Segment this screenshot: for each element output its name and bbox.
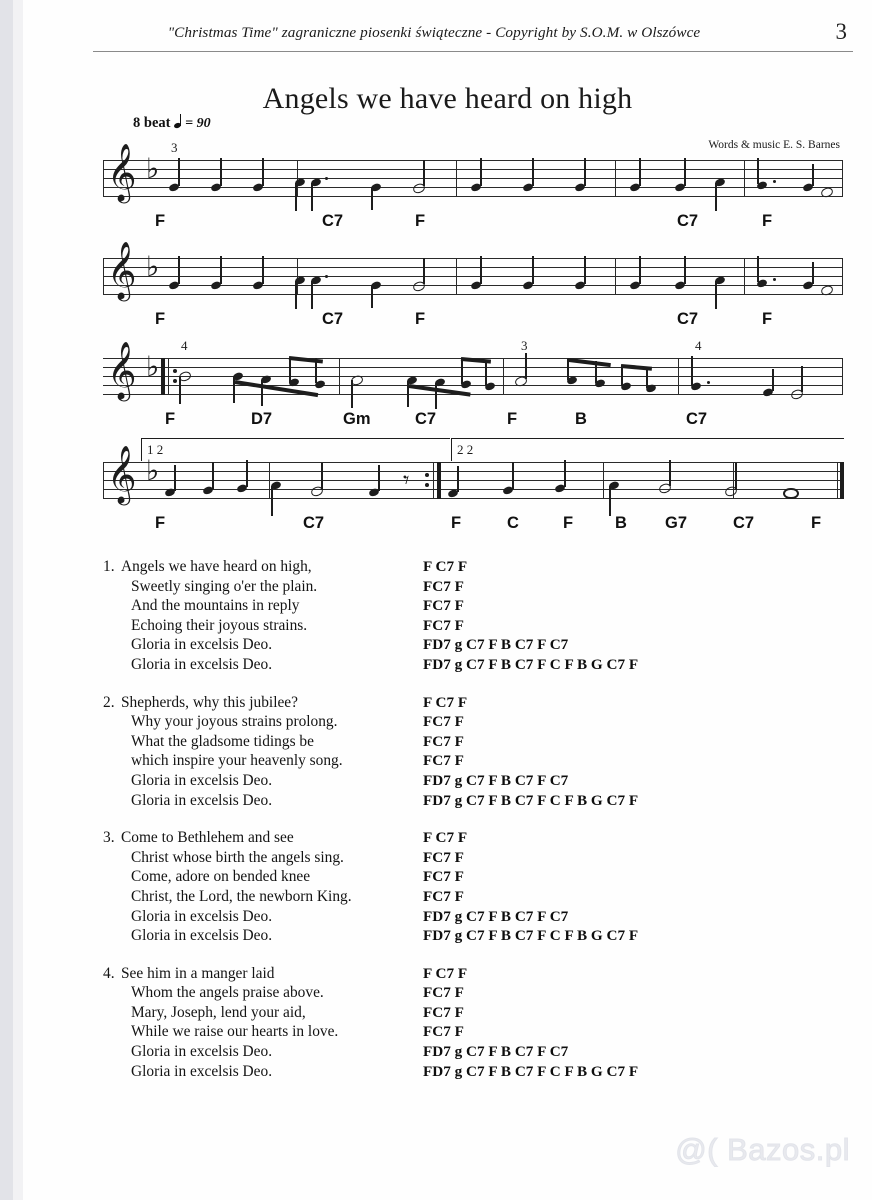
barline: [603, 462, 604, 499]
chord-line: FD7 g C7 F B C7 F C F B G C7 F: [423, 1062, 639, 1080]
scan-edge-left-outer: [0, 0, 13, 1200]
chord-line: FC7 F: [423, 752, 464, 770]
lyric-line: Gloria in excelsis Deo.: [131, 1062, 273, 1080]
chord-symbol: B: [575, 410, 587, 428]
lyric-line: Gloria in excelsis Deo.: [131, 791, 273, 809]
chord-line: FC7 F: [423, 868, 464, 886]
verse-number: 2.: [103, 693, 115, 711]
treble-clef-icon: 𝄞: [107, 445, 137, 503]
chord-symbol: D7: [251, 410, 273, 428]
verse-4: [83, 965, 872, 1083]
barline: [837, 462, 838, 499]
whole-note: [783, 488, 799, 499]
page-header: [93, 19, 853, 58]
lyric-line: Whom the angels praise above.: [131, 984, 324, 1002]
verse-number: 1.: [103, 558, 115, 575]
chord-line: FD7 g C7 F B C7 F C F B G C7 F: [423, 655, 639, 673]
chord-line: F C7 F: [423, 693, 468, 711]
running-title: "Christmas Time" zagraniczne piosenki świąteczne - Copyright by S.O.M. w Olszówce: [167, 24, 701, 41]
lyric-line: Come to Bethlehem and see: [121, 829, 294, 847]
chord-symbol: F: [155, 310, 166, 328]
chord-line: F C7 F: [423, 964, 468, 982]
lyric-line: Christ whose birth the angels sing.: [131, 848, 344, 866]
barline: [744, 160, 745, 197]
chord-line: FC7 F: [423, 1023, 464, 1041]
chord-symbol: C7: [677, 212, 699, 230]
barline: [678, 358, 679, 395]
lyric-line: What the gladsome tidings be: [131, 732, 314, 750]
volta-bracket-2: [451, 438, 844, 461]
lyric-line: Sweetly singing o'er the plain.: [131, 577, 318, 595]
chord-line: FC7 F: [423, 887, 464, 905]
chord-symbol: C7: [322, 310, 344, 328]
chord-line: FD7 g C7 F B C7 F C F B G C7 F: [423, 927, 639, 945]
chord-symbol: C7: [733, 514, 755, 532]
chord-symbol: C7: [677, 310, 699, 328]
lyrics-section: [83, 558, 872, 1100]
chord-symbol: Gm: [343, 410, 371, 428]
chord-line: FD7 g C7 F B C7 F C F B G C7 F: [423, 791, 639, 809]
lyric-line: Christ, the Lord, the newborn King.: [131, 887, 352, 905]
chord-line: FC7 F: [423, 732, 464, 750]
lyric-line: And the mountains in reply: [131, 597, 300, 615]
lyric-line: Gloria in excelsis Deo.: [131, 907, 273, 925]
header-divider: [93, 51, 853, 52]
lyric-line: Angels we have heard on high,: [121, 558, 312, 575]
chord-symbol: F: [811, 514, 822, 532]
chord-symbol: B: [615, 514, 627, 532]
volta-label: 2 2: [457, 442, 474, 457]
lyric-line: Gloria in excelsis Deo.: [131, 1043, 273, 1061]
chord-symbol: F: [563, 514, 574, 532]
treble-clef-icon: 𝄞: [107, 143, 137, 201]
barline: [842, 358, 843, 395]
lyric-line: Gloria in excelsis Deo.: [131, 927, 273, 945]
key-signature-flat-icon: ♭: [146, 454, 160, 487]
barline: [456, 258, 457, 295]
treble-clef-icon: 𝄞: [107, 241, 137, 299]
barline: [503, 358, 504, 395]
staff-lines: [103, 358, 843, 394]
chord-symbol: F: [762, 310, 773, 328]
tempo-value: = 90: [185, 116, 211, 131]
chord-symbol: C7: [686, 410, 708, 428]
chord-symbol: C7: [415, 410, 437, 428]
chord-line: FD7 g C7 F B C7 F C7: [423, 636, 569, 654]
tempo-beat-label: 8 beat: [133, 115, 171, 131]
chord-line: FD7 g C7 F B C7 F C7: [423, 1043, 569, 1061]
barline: [339, 358, 340, 395]
chord-symbol: F: [762, 212, 773, 230]
chord-symbol: F: [155, 514, 166, 532]
chord-symbol: C7: [322, 212, 344, 230]
chord-symbol: F: [155, 212, 166, 230]
chord-line: FD7 g C7 F B C7 F C7: [423, 771, 569, 789]
barline: [842, 258, 843, 295]
chord-symbol: F: [507, 410, 518, 428]
chord-line: FC7 F: [423, 577, 464, 595]
lyric-line: Why your joyous strains prolong.: [131, 713, 338, 731]
lyric-line: Come, adore on bended knee: [131, 868, 311, 886]
key-signature-flat-icon: ♭: [146, 152, 160, 185]
verse-2: [83, 694, 872, 812]
site-watermark: @( Bazos.pl: [675, 1132, 850, 1167]
barline: [433, 462, 434, 499]
chord-symbol: F: [451, 514, 462, 532]
volta-bracket-1: [141, 438, 450, 461]
chord-line: FC7 F: [423, 616, 464, 634]
barline: [456, 160, 457, 197]
barline: [615, 160, 616, 197]
chord-symbol: F: [415, 212, 426, 230]
volta-label: 1 2: [147, 442, 164, 457]
key-signature-flat-icon: ♭: [146, 350, 160, 383]
measure-number: 3: [171, 140, 178, 155]
lyric-line: Gloria in excelsis Deo.: [131, 771, 273, 789]
barline: [744, 258, 745, 295]
barline: [168, 358, 169, 395]
chord-symbol: F: [415, 310, 426, 328]
repeat-start-barline: [161, 358, 165, 395]
chord-line: FC7 F: [423, 713, 464, 731]
lyric-line: Shepherds, why this jubilee?: [121, 693, 298, 711]
lyric-line: Mary, Joseph, lend your aid,: [131, 1003, 306, 1021]
final-barline: [840, 462, 844, 499]
verse-1: [83, 558, 872, 676]
chord-line: FC7 F: [423, 1003, 464, 1021]
chord-symbol: C: [507, 514, 519, 532]
lyric-line: Gloria in excelsis Deo.: [131, 655, 273, 673]
measure-number: 4: [695, 338, 702, 353]
chord-line: FC7 F: [423, 848, 464, 866]
chord-line: FC7 F: [423, 597, 464, 615]
song-title: Angels we have heard on high: [262, 82, 633, 115]
sheet-music-page: "Christmas Time" zagraniczne piosenki świąteczne - Copyright by S.O.M. w Olszówce 3 Angels we have heard on high 8 beat = 90 Words & music E. S. Barnes 𝄞 ♭ 3 F C7 F C7 F 𝄞 ♭ F C7 F C7 F 𝄞 ♭ 4 3 4 F D7 Gm C7 F B C7 1 2 2 2 𝄞 ♭ 𝄾 F C7 F C F B G7 C7 F 1. Angels we have heard on high, F C7 F Sweetly singing o'er the plain. FC7 F And the mountains in reply FC7 F Echoing their joyous strains. FC7 F Gloria in excelsis Deo. FD7 g C7 F B C7 F C7 Gloria in excelsis Deo. FD7 g C7 F B C7 F C F B G C7 F 2. Shepherds, why this jubilee? F C7 F Why your joyous strains prolong. FC7 F What the gladsome tidings be FC7 F which inspire your heavenly song. FC7 F Gloria in excelsis Deo. FD7 g C7 F B C7 F C7 Gloria in excelsis Deo. FD7 g C7 F B C7 F C F B G C7 F 3. Come to Bethlehem and see F C7 F Christ whose birth the angels sing. FC7 F Come, adore on bended knee FC7 F Christ, the Lord, the newborn King. FC7 F Gloria in excelsis Deo. FD7 g C7 F B C7 F C7 Gloria in excelsis Deo. FD7 g C7 F B C7 F C F B G C7 F 4. See him in a manger laid F C7 F Whom the angels praise above. FC7 F Mary, Joseph, lend your aid, FC7 F While we raise our hearts in love. FC7 F Gloria in excelsis Deo. FD7 g C7 F B C7 F C7 Gloria in excelsis Deo. FD7 g C7 F B C7 F C F B G C7 F @( Bazos.pl: [23, 0, 872, 1200]
chord-line: FD7 g C7 F B C7 F C7: [423, 907, 569, 925]
treble-clef-icon: 𝄞: [107, 341, 137, 399]
verse-number: 3.: [103, 829, 115, 847]
key-signature-flat-icon: ♭: [146, 250, 160, 283]
repeat-end-barline: [437, 462, 441, 499]
barline: [842, 160, 843, 197]
composer-credit: Words & music E. S. Barnes: [708, 139, 840, 151]
barline: [615, 258, 616, 295]
chord-line: F C7 F: [423, 558, 468, 575]
lyric-line: Echoing their joyous strains.: [131, 616, 308, 634]
lyric-line: While we raise our hearts in love.: [131, 1023, 339, 1041]
chord-symbol: G7: [665, 514, 688, 532]
tempo-marking: [133, 115, 211, 132]
verse-3: [83, 829, 872, 947]
measure-number: 3: [521, 338, 528, 353]
quarter-note-icon: [174, 115, 185, 129]
lyric-line: See him in a manger laid: [121, 964, 275, 982]
page-number: 3: [835, 19, 847, 44]
chord-line: F C7 F: [423, 829, 468, 847]
chord-line: FC7 F: [423, 984, 464, 1002]
lyric-line: which inspire your heavenly song.: [131, 752, 343, 770]
verse-number: 4.: [103, 964, 115, 982]
chord-symbol: F: [165, 410, 176, 428]
measure-number: 4: [181, 338, 188, 353]
chord-symbol: C7: [303, 514, 325, 532]
lyric-line: Gloria in excelsis Deo.: [131, 636, 273, 654]
scan-edge-left-inner: [13, 0, 23, 1200]
